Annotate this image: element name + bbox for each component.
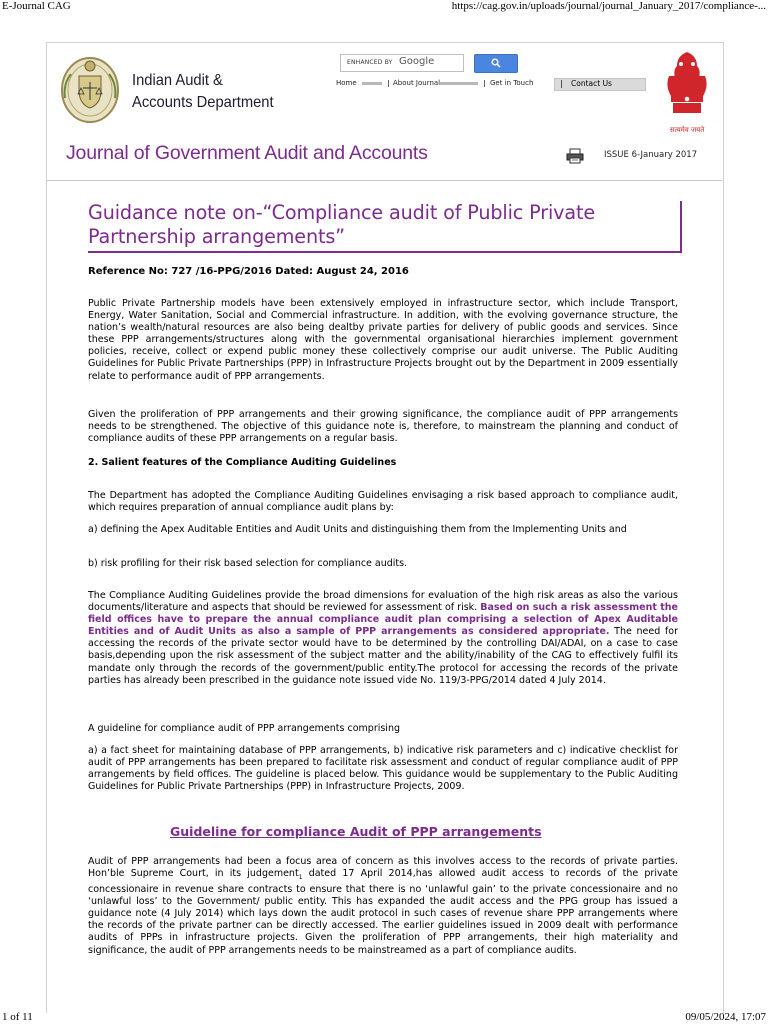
nav-contact-us-label: Contact Us <box>571 79 612 88</box>
paragraph-5-end: The need for accessing the records of the private sector would have to be determined by the controlling DAI/ADAI, on a case to case basis,depending upon the risk assessment of the subject matter and the ability/inability of the CAG to effectively fulfil its mandate only through the records of the government/public entity.The protocol for accessing the records of the private parties has already been prescribed in the guidance note issued vide No. 119/3-PPG/2014 dated 4 July 2014. <box>88 626 678 686</box>
department-name-line2: Accounts Department <box>132 94 274 111</box>
paragraph-1: Public Private Partnership models have been extensively employed in infrastructure sector, which include Transport, Energy, Water Sanitation, Social and Commercial infrastructure. In addition, with the evolving governance structure, the nation’s wealth/natural resources are also being dealtby private parties for delivery of public goods and services. Since these PPP arrangements/structures along with the governmental organisational hierarchies implement government policies, receive, collect or expend public money these collectively comprise our audit universe. The Public Auditing Guidelines for Public Private Partnerships (PPP) in Infrastructure Projects brought out by the Department in 2009 essentially relate to performance audit of PPP arrangements. <box>88 298 678 382</box>
guideline-sub-heading: Guideline for compliance Audit of PPP arrangements <box>170 824 542 839</box>
nav-bar <box>484 80 485 87</box>
article-title <box>88 201 595 249</box>
department-name-line1: Indian Audit & <box>132 72 223 89</box>
print-header <box>0 0 768 14</box>
nav-about-journal[interactable]: About Journal <box>393 79 441 87</box>
search-input[interactable] <box>340 54 464 72</box>
paragraph-5 <box>88 590 678 687</box>
print-page-number: 1 of 11 <box>2 1011 33 1023</box>
paragraph-5-highlight: Based on such a risk assessment the field offices have to prepare the annual compliance audit plan comprising a selection of Apex Auditable Entities and of Audit Units as also a sample of PPP arrangements as considered appropriate. <box>88 602 678 638</box>
paragraph-8 <box>88 856 678 957</box>
cag-seal-icon <box>59 52 121 124</box>
search-icon <box>491 58 501 68</box>
nav-contact-us[interactable] <box>554 78 646 91</box>
search-button[interactable] <box>474 54 518 73</box>
paragraph-4b: b) risk profiling for their risk based selection for compliance audits. <box>88 558 408 569</box>
print-url: https://cag.gov.in/uploads/journal/journal_January_2017/compliance-... <box>451 0 766 12</box>
contact-bar <box>561 80 562 88</box>
search-google-label: Google <box>399 56 435 67</box>
article-title-line2: Partnership arrangements” <box>88 225 345 248</box>
paragraph-7: a) a fact sheet for maintaining database of PPP arrangements, b) indicative risk parameters and c) indicative checklist for audit of PPP arrangements has been prepared to facilitate risk assessment and conduct of regular compliance audit of PPP arrangements by field offices. The guideline is placed below. This guidance would be supplementary to the Public Auditing Guidelines for Public Private Partnerships (PPP) in Infrastructure Projects, 2009. <box>88 745 678 793</box>
nav-divider <box>440 82 478 85</box>
paragraph-4a: a) defining the Apex Auditable Entities and Audit Units and distinguishing them from the Implementing Units and <box>88 524 627 535</box>
ashoka-emblem-icon <box>663 46 711 138</box>
reference-number: Reference No: 727 /16-PPG/2016 Dated: August 24, 2016 <box>88 266 409 277</box>
nav-divider <box>362 82 382 85</box>
search-enhanced-label: ENHANCED BY <box>347 59 393 66</box>
department-name <box>132 70 274 114</box>
paragraph-3: The Department has adopted the Compliance Auditing Guidelines envisaging a risk based approach to compliance audit, which requires preparation of annual compliance audit plans by: <box>88 490 678 514</box>
paragraph-5-start: The Compliance Auditing Guidelines provide the broad dimensions for evaluation of the high risk areas as also the various documents/literature and aspects that should be reviewed for assessment of risk. <box>88 590 678 614</box>
paragraph-2: Given the proliferation of PPP arrangements and their growing significance, the compliance audit of PPP arrangements needs to be strengthened. The objective of this guidance note is, therefore, to mainstream the planning and conduct of compliance audits of these PPP arrangements on a regular basis. <box>88 409 678 445</box>
paragraph-8-start: Audit of PPP arrangements had been a focus area of concern as this involves access to the records of private parties. Hon’ble Supreme Court, in its judgement <box>88 856 678 880</box>
print-icon[interactable] <box>566 148 584 164</box>
paragraph-6: A guideline for compliance audit of PPP arrangements comprising <box>88 723 401 734</box>
issue-label: ISSUE 6-January 2017 <box>604 150 698 160</box>
paragraph-8-end: dated 17 April 2014,has allowed audit access to records of the private concessionaire in revenue share contracts to ensure that there is no ‘unlawful gain’ to the private concessionaire and no ‘unlawful loss’ to the Government/ public entity. This has expanded the audit access and the PPG group has issued a guidance note (4 July 2014) which lays down the audit protocol in such cases of revenue share PPP arrangements where the records of the private partner can be directly accessed. The earlier guidelines issued in 2009 dealt with performance audits of PPPs in infrastructure projects. Given the proliferation of PPP arrangements, their high materiality and significance, the audit of PPP arrangements needs to be mainstreamed as a part of compliance audits. <box>88 868 678 956</box>
article-title-frame <box>88 201 682 253</box>
footnote-marker[interactable]: 1 <box>298 873 303 881</box>
print-site-title: E-Journal CAG <box>2 0 71 12</box>
article-title-line1: Guidance note on-“Compliance audit of Public Private <box>88 201 595 224</box>
masthead <box>46 42 722 181</box>
emblem-motto: सत्यमेव जयते <box>669 126 705 134</box>
nav-get-in-touch[interactable]: Get in Touch <box>490 79 534 87</box>
journal-title: Journal of Government Audit and Accounts <box>66 142 428 164</box>
nav-bar <box>388 80 389 87</box>
nav-home[interactable]: Home <box>336 79 357 87</box>
section-heading-2: 2. Salient features of the Compliance Auditing Guidelines <box>88 457 397 468</box>
print-timestamp: 09/05/2024, 17:07 <box>685 1011 766 1023</box>
